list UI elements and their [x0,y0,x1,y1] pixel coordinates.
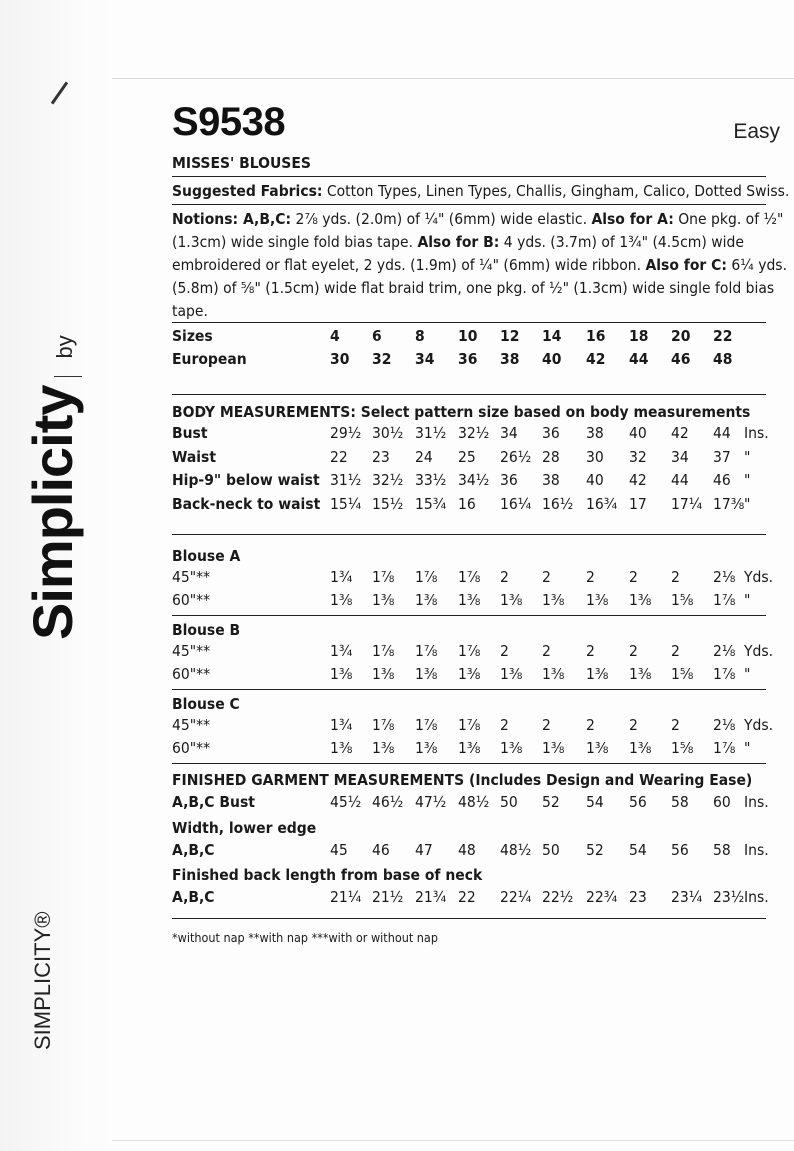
table-cell: 33½ [415,471,447,489]
table-cell: 1⅞ [372,716,395,734]
notions-text: (5.8m) of ⅝" (1.5cm) wide flat braid trim, one pkg. of ½" (1.3cm) wide single fold bias [172,279,775,297]
row-label: Back-neck to waist [172,494,321,513]
row-label: Waist [172,447,216,466]
table-cell: 1⅞ [372,568,395,586]
table-cell: 1⅜ [415,665,438,683]
table-cell: 4 [330,327,340,345]
table-cell: 44 [671,471,689,489]
table-row [172,888,772,911]
table-cell: 23 [629,888,647,906]
table-cell: 16¾ [586,494,618,513]
unit-label: " [744,665,751,683]
table-cell: 37 [713,447,731,466]
table-cell: 56 [629,793,647,811]
table-cell: 52 [542,793,560,811]
table-cell: 12 [500,327,520,345]
table-cell: 25 [458,447,476,466]
notions-text: (1.3cm) wide single fold bias tape. [172,233,418,251]
brand-separator [54,376,82,377]
table-cell: 1⅜ [586,591,609,609]
table-cell: 38 [586,424,604,442]
table-cell: 1⅞ [415,642,438,660]
table-row [172,739,772,762]
table-row [172,448,772,471]
table-cell: 46½ [372,793,404,811]
table-cell: 1⅞ [713,739,736,757]
table-cell: 50 [542,841,560,859]
table-cell: 24 [415,447,433,466]
table-cell: 38 [500,350,520,368]
table-cell: 1⅜ [415,739,438,757]
suggested-fabrics [172,180,790,203]
table-cell: 58 [713,841,731,859]
table-cell: 2 [500,716,509,734]
divider [172,615,766,616]
table-cell: 2 [629,716,638,734]
row-label: Bust [172,424,208,442]
table-cell: 45½ [330,793,362,811]
table-cell: 34 [671,447,689,466]
unit-label: " [744,447,751,466]
table-cell: 36 [542,424,560,442]
table-cell: 46 [372,841,390,859]
table-cell: 1⅜ [542,665,565,683]
table-row [172,642,772,665]
table-cell: 15½ [372,494,404,513]
table-cell: 36 [500,471,518,489]
table-cell: 1¾ [330,716,353,734]
table-row [172,327,772,350]
table-cell: 1⅜ [542,739,565,757]
table-cell: 2 [629,642,638,660]
pattern-title: MISSES' BLOUSES [172,154,311,172]
table-cell: 1⅜ [500,665,523,683]
notions-text: One pkg. of ½" [673,210,784,228]
section-heading: Blouse C [172,695,240,713]
table-cell: 22 [458,888,476,906]
table-cell: 2 [586,568,595,586]
table-cell: 21¼ [330,888,362,906]
notions-text: embroidered or flat eyelet, 2 yds. (1.9m) of ¼" (6mm) wide ribbon. [172,256,646,274]
divider [172,918,766,919]
table-cell: 2 [586,716,595,734]
table-cell: 22 [330,447,348,466]
table-cell: 22 [713,327,733,345]
table-cell: 60 [713,793,731,811]
brand-by: by [52,335,77,359]
table-cell: 42 [629,471,647,489]
table-cell: 29½ [330,424,362,442]
table-row [172,665,772,688]
table-cell: 1⅞ [458,716,481,734]
notions-text: tape. [172,302,208,320]
table-cell: 1⅜ [330,591,353,609]
row-label: 60"** [172,665,211,683]
table-cell: 22½ [542,888,574,906]
section-heading: Finished back length from base of neck [172,866,483,884]
unit-label: Yds. [744,642,774,660]
table-cell: 2 [586,642,595,660]
table-cell: 2 [671,568,680,586]
table-cell: 14 [542,327,562,345]
table-cell: 44 [629,350,649,368]
table-cell: 1⅜ [500,739,523,757]
row-label: European [172,350,247,368]
table-cell: 47 [415,841,433,859]
table-cell: 34 [500,424,518,442]
table-cell: 1⅜ [629,591,652,609]
table-cell: 52 [586,841,604,859]
section-heading: Width, lower edge [172,819,317,837]
table-cell: 1⅜ [372,665,395,683]
divider [172,689,766,690]
bottom-edge-line [112,1140,794,1141]
table-cell: 1⅜ [372,591,395,609]
table-cell: 46 [671,350,691,368]
table-cell: 1⅞ [458,642,481,660]
divider [172,394,766,395]
table-cell: 1⅜ [415,591,438,609]
table-cell: 1⅞ [372,642,395,660]
table-cell: 23¼ [671,888,703,906]
table-cell: 21¾ [415,888,447,906]
table-cell: 16 [586,327,606,345]
table-cell: 45 [330,841,348,859]
top-edge-line [112,78,794,79]
table-cell: 32 [372,350,392,368]
unit-label: " [744,591,751,609]
table-cell: 1⅝ [671,665,694,683]
table-cell: 54 [586,793,604,811]
table-cell: 1⅞ [415,716,438,734]
unit-label: " [744,494,751,513]
fabrics-text: Cotton Types, Linen Types, Challis, Gingham, Calico, Dotted Swiss. [322,182,790,200]
notions-text: 4 yds. (3.7m) of 1¾" (4.5cm) wide [499,233,744,251]
table-cell: 1⅜ [629,739,652,757]
table-cell: 50 [500,793,518,811]
table-cell: 58 [671,793,689,811]
table-cell: 1⅜ [542,591,565,609]
table-row [172,793,772,816]
table-cell: 1⅝ [671,739,694,757]
table-cell: 36 [458,350,478,368]
table-cell: 1⅞ [458,568,481,586]
divider [172,322,766,323]
table-cell: 46 [713,471,731,489]
table-cell: 1⅜ [629,665,652,683]
notions-label: Also for B: [417,233,500,251]
pattern-number: S9538 [172,100,286,144]
table-row [172,568,772,591]
table-cell: 1⅜ [500,591,523,609]
table-row [172,841,772,864]
table-cell: 6 [372,327,382,345]
unit-label: Ins. [744,793,769,811]
table-cell: 16 [458,494,476,513]
table-cell: 42 [586,350,606,368]
notions-label: Notions: A,B,C: [172,210,292,228]
table-row [172,495,772,518]
table-cell: 21½ [372,888,404,906]
table-cell: 28 [542,447,560,466]
table-cell: 17¼ [671,494,703,513]
table-cell: 2 [500,568,509,586]
table-cell: 16½ [542,494,574,513]
table-cell: 23 [372,447,390,466]
row-label: 60"** [172,591,211,609]
table-cell: 1⅞ [415,568,438,586]
table-cell: 30½ [372,424,404,442]
section-heading: Blouse A [172,547,241,565]
table-row [172,591,772,614]
table-cell: 23½ [713,888,745,906]
table-cell: 1⅜ [330,739,353,757]
table-cell: 1⅜ [458,591,481,609]
table-cell: 26½ [500,447,532,466]
table-cell: 32½ [458,424,490,442]
table-cell: 2⅛ [713,642,736,660]
table-cell: 17⅜ [713,494,745,513]
row-label: 45"** [172,642,211,660]
table-cell: 2 [500,642,509,660]
table-cell: 48½ [500,841,532,859]
row-label: A,B,C [172,888,215,906]
unit-label: Yds. [744,716,774,734]
table-cell: 1⅜ [586,739,609,757]
notions-text: 6¼ yds. [726,256,787,274]
row-label: A,B,C [172,841,215,859]
table-cell: 15¾ [415,494,447,513]
divider [172,176,766,177]
row-label: A,B,C Bust [172,793,255,811]
table-cell: 1⅞ [713,591,736,609]
table-cell: 22¾ [586,888,618,906]
table-cell: 17 [629,494,647,513]
notions-text: 2⅞ yds. (2.0m) of ¼" (6mm) wide elastic. [291,210,592,228]
table-cell: 2 [542,716,551,734]
table-cell: 48 [713,350,733,368]
table-cell: 1⅜ [372,739,395,757]
difficulty-label: Easy [733,120,780,143]
table-cell: 2⅛ [713,716,736,734]
table-cell: 1⅜ [458,739,481,757]
table-cell: 2 [542,642,551,660]
table-cell: 32 [629,447,647,466]
section-heading: Blouse B [172,621,241,639]
table-cell: 18 [629,327,649,345]
table-cell: 31½ [330,471,362,489]
divider [172,763,766,764]
fabrics-label: Suggested Fabrics: [172,182,323,200]
table-cell: 22¼ [500,888,532,906]
row-label: Hip-9" below waist [172,471,320,489]
table-cell: 2 [671,716,680,734]
notions-label: Also for A: [591,210,674,228]
footnote: *without nap **with nap ***with or without nap [172,930,438,945]
table-cell: 2 [629,568,638,586]
table-cell: 1⅜ [330,665,353,683]
table-cell: 20 [671,327,691,345]
body-measurements-heading: BODY MEASUREMENTS: Select pattern size based on body measurements [172,403,751,421]
table-cell: 1⅜ [458,665,481,683]
table-cell: 1⅝ [671,591,694,609]
unit-label: Ins. [744,888,769,906]
table-cell: 15¼ [330,494,362,513]
table-cell: 38 [542,471,560,489]
table-cell: 30 [586,447,604,466]
table-cell: 1⅞ [713,665,736,683]
table-cell: 44 [713,424,731,442]
table-cell: 40 [629,424,647,442]
table-cell: 2 [671,642,680,660]
unit-label: Ins. [744,841,769,859]
notions [172,208,787,323]
table-row [172,424,772,447]
table-cell: 2⅛ [713,568,736,586]
row-label: 45"** [172,568,211,586]
table-cell: 34 [415,350,435,368]
divider [172,204,766,205]
table-row [172,471,772,494]
table-cell: 47½ [415,793,447,811]
unit-label: " [744,471,751,489]
notions-label: Also for C: [645,256,727,274]
table-cell: 16¼ [500,494,532,513]
brand-name-vertical: SIMPLICITY® [30,911,55,1050]
row-label: Sizes [172,327,213,345]
table-cell: 54 [629,841,647,859]
table-cell: 48 [458,841,476,859]
row-label: 60"** [172,739,211,757]
table-cell: 8 [415,327,425,345]
table-cell: 34½ [458,471,490,489]
unit-label: Yds. [744,568,774,586]
finished-measurements-heading: FINISHED GARMENT MEASUREMENTS (Includes Design and Wearing Ease) [172,771,753,789]
table-row [172,350,772,373]
table-cell: 56 [671,841,689,859]
brand-logo-vertical [20,40,84,640]
unit-label: Ins. [744,424,769,442]
table-cell: 48½ [458,793,490,811]
table-cell: 10 [458,327,478,345]
table-cell: 40 [542,350,562,368]
brand-logo: Simplicity [21,385,84,640]
table-cell: 1¾ [330,568,353,586]
table-cell: 1⅜ [586,665,609,683]
table-row [172,716,772,739]
unit-label: " [744,739,751,757]
divider [172,534,766,535]
row-label: 45"** [172,716,211,734]
table-cell: 40 [586,471,604,489]
table-cell: 2 [542,568,551,586]
table-cell: 1¾ [330,642,353,660]
table-cell: 30 [330,350,350,368]
table-cell: 42 [671,424,689,442]
table-cell: 32½ [372,471,404,489]
table-cell: 31½ [415,424,447,442]
